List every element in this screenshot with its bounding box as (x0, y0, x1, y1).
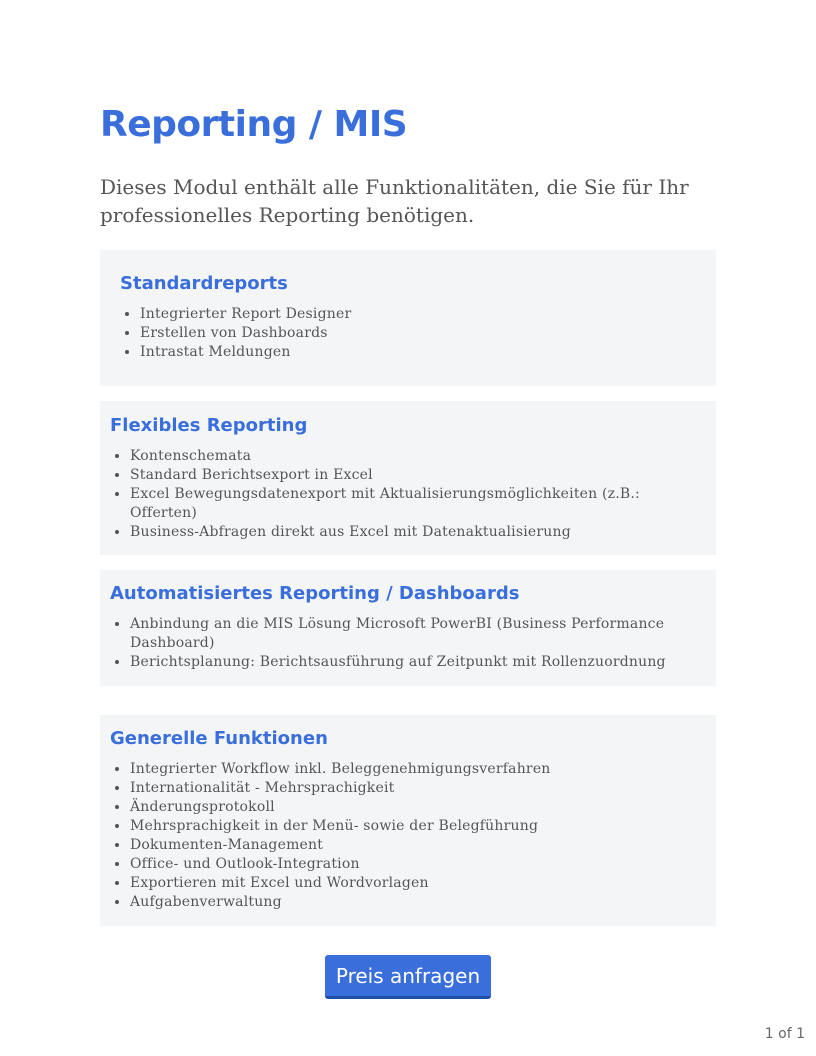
request-price-button[interactable]: Preis anfragen (325, 955, 491, 999)
list-item: • Erstellen von Dashboards (140, 324, 696, 343)
list-item: • Aufgabenverwaltung (130, 893, 706, 912)
list-item: • Standard Berichtsexport in Excel (130, 466, 706, 485)
section-title: Generelle Funktionen (110, 728, 328, 749)
list-item: • Office- und Outlook-Integration (130, 855, 706, 874)
section-title: Flexibles Reporting (110, 415, 308, 436)
list-item: • Integrierter Report Designer (140, 305, 696, 324)
feature-list (110, 615, 706, 672)
list-item: • Dokumenten-Management (130, 836, 706, 855)
intro-text: Dieses Modul enthält alle Funktionalitäten, die Sie für Ihr professionelles Reporting benötigen. (100, 175, 689, 227)
section-automatisiertes-reporting (100, 570, 716, 686)
list-item: • Änderungsprotokoll (130, 798, 706, 817)
list-item: • Intrastat Meldungen (140, 343, 696, 362)
list-item: • Berichtsplanung: Berichtsausführung auf Zeitpunkt mit Rollenzuordnung (130, 653, 706, 672)
feature-list (110, 760, 706, 912)
list-item: • Exportieren mit Excel und Wordvorlagen (130, 874, 706, 893)
section-title: Standardreports (120, 273, 288, 294)
feature-list (110, 447, 706, 542)
section-title: Automatisiertes Reporting / Dashboards (110, 583, 520, 604)
list-item: • Anbindung an die MIS Lösung Microsoft PowerBI (Business Performance Dashboard) (130, 615, 706, 653)
section-flexibles-reporting (100, 401, 716, 555)
list-item: • Mehrsprachigkeit in der Menü- sowie der Belegführung (130, 817, 706, 836)
section-generelle-funktionen (100, 715, 716, 926)
list-item: • Excel Bewegungsdatenexport mit Aktualisierungsmöglichkeiten (z.B.: Offerten) (130, 485, 706, 523)
page-count: 1 of 1 (764, 1026, 805, 1042)
list-item: • Business-Abfragen direkt aus Excel mit Datenaktualisierung (130, 523, 706, 542)
section-standardreports (100, 250, 716, 386)
page-title: Reporting / MIS (100, 104, 408, 145)
list-item: • Kontenschemata (130, 447, 706, 466)
feature-list (120, 305, 696, 362)
list-item: • Integrierter Workflow inkl. Beleggenehmigungsverfahren (130, 760, 706, 779)
list-item: • Internationalität - Mehrsprachigkeit (130, 779, 706, 798)
